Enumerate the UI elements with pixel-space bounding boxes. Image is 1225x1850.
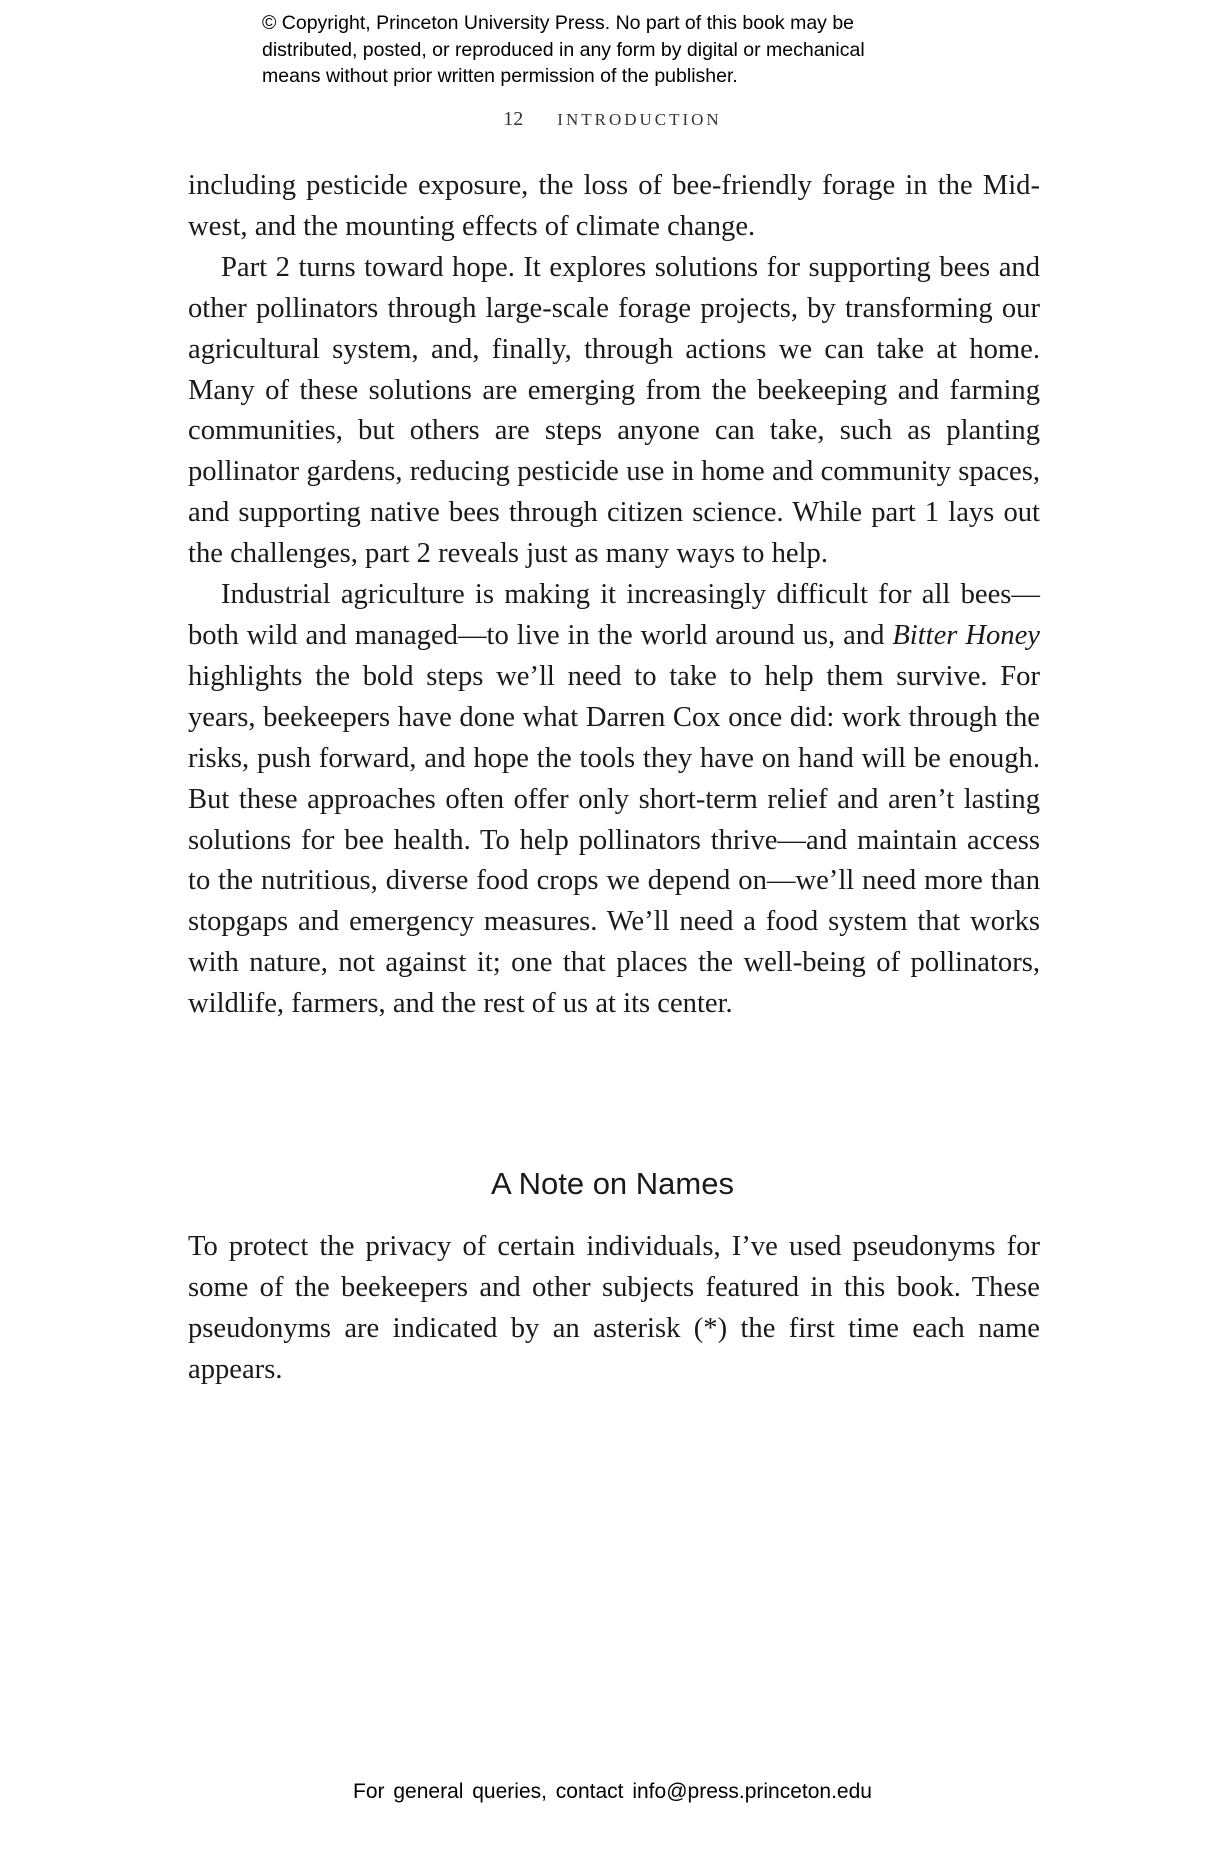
body-text — [188, 166, 1040, 1025]
note-paragraph: To protect the privacy of certain individuals, I’ve used pseudonyms for some of the beekeepers and other subjects featured in this book. These pseudonyms are indicated by an asterisk (*) the first time each name appears. — [188, 1231, 1040, 1385]
paragraph-3 — [188, 575, 1040, 1025]
footer-contact: For general queries, contact info@press.princeton.edu — [353, 1780, 872, 1803]
page-number: 12 — [503, 108, 524, 130]
chapter-title: INTRODUCTION — [557, 110, 722, 129]
paragraph-3-start: Industrial agriculture is making it increasingly difficult for all bees—both wild and managed—to live in the world around us, and — [188, 579, 1040, 651]
section-heading: A Note on Names — [491, 1166, 734, 1201]
book-title: Bitter Honey — [892, 619, 1040, 651]
copyright-line-1: © Copyright, Princeton University Press. No part of this book may be — [262, 12, 855, 34]
copyright-notice — [262, 10, 982, 90]
running-head — [0, 108, 1225, 131]
copyright-line-3: means without prior written permission of the publisher. — [262, 65, 738, 87]
paragraph-3-end: highlights the bold steps we’ll need to take to help them survive. For years, beekeepers have done what Darren Cox once did: work through the risks, push forward, and hope the tools they have on hand will be enough. But these approaches often offer only short-term relief and aren’t lasting solutions for bee health. To help pollinators thrive—and maintain access to the nutritious, diverse food crops we depend on—we’ll need more than stopgaps and emergency measures. We’ll need a food system that works with nature, not against it; one that places the well-being of pollinators, wildlife, farmers, and the rest of us at its center. — [188, 660, 1040, 1020]
paragraph-1: including pesticide exposure, the loss of bee-friendly forage in the Midwest, and the mounting effects of climate change. — [188, 170, 1040, 242]
paragraph-2: Part 2 turns toward hope. It explores solutions for supporting bees and other pollinators through large-scale forage projects, by transforming our agricultural system, and, finally, through actions we can take at home. Many of these solutions are emerging from the beekeeping and farming communities, but others are steps anyone can take, such as planting pollinator gardens, reducing pesticide use in home and community spaces, and supporting native bees through citizen science. While part 1 lays out the challenges, part 2 reveals just as many ways to help. — [188, 251, 1040, 570]
copyright-line-2: distributed, posted, or reproduced in any form by digital or mechanical — [262, 38, 865, 61]
